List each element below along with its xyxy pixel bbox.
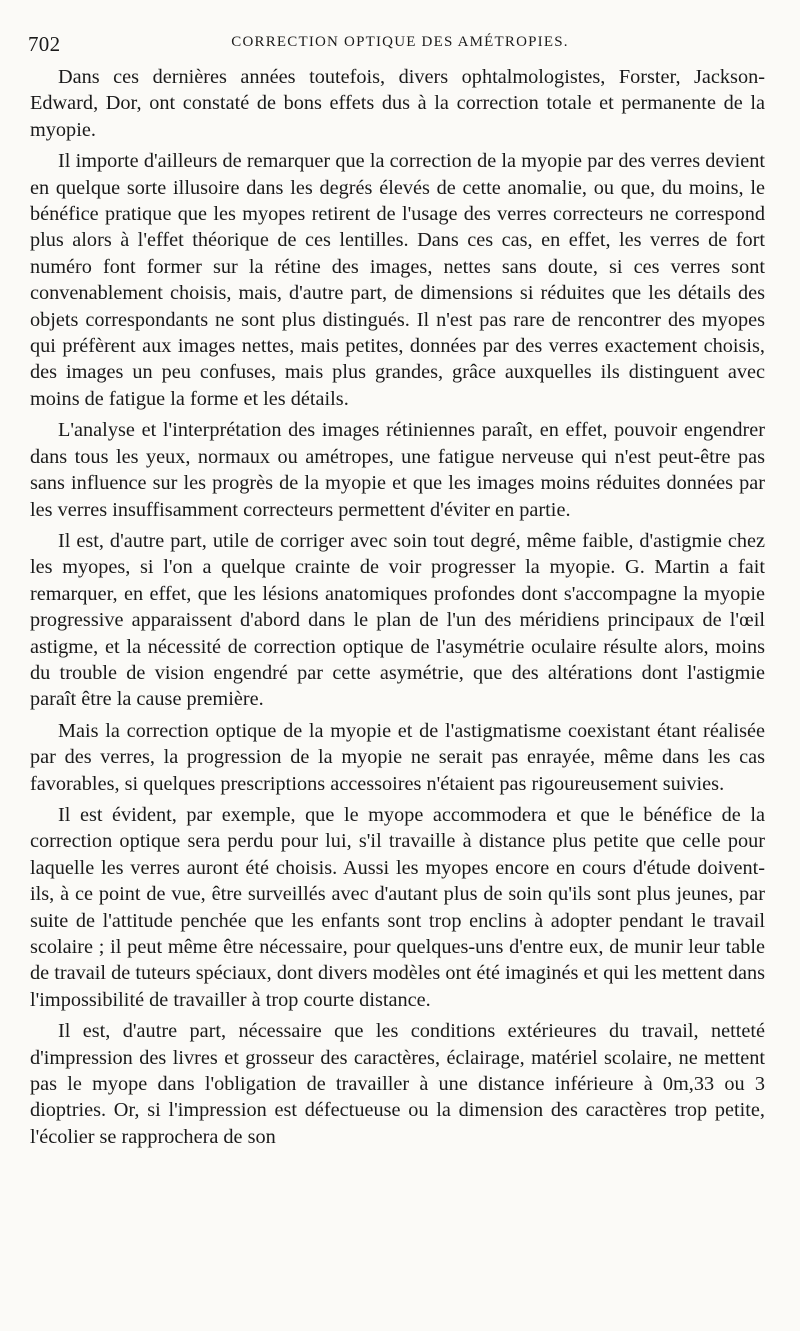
running-title: CORRECTION OPTIQUE DES AMÉTROPIES. — [231, 34, 569, 50]
page-number: 702 — [28, 32, 61, 56]
body-text — [30, 64, 765, 1155]
paragraph-7: Il est, d'autre part, nécessaire que les conditions extérieures du travail, netteté d'impression des livres et grosseur des caractères, éclairage, matériel scolaire, ne mettent pas le myope dans l'obligation de travailler à une distance inférieure à 0m,33 ou 3 dioptries. Or, si l'impression est défectueuse ou la dimension des caractères trop petite, l'écolier se rapprochera de son — [30, 1020, 765, 1148]
paragraph-2: Il importe d'ailleurs de remarquer que la correction de la myopie par des verres devient en quelque sorte illusoire dans les degrés élevés de cette anomalie, ou que, du moins, le bénéfice pratique que les myopes retirent de l'usage des verres correcteurs ne correspond plus alors à l'effet théorique de ces lentilles. Dans ces cas, en effet, les verres de fort numéro font former sur la rétine des images, nettes sans doute, si ces verres sont convenablement choisis, mais, d'autre part, de dimensions si réduites que les détails des objets correspondants ne sont plus distingués. Il n'est pas rare de rencontrer des myopes qui préfèrent aux images nettes, mais petites, données par des verres exactement choisis, des images un peu confuses, mais plus grandes, grâce auxquelles ils distinguent avec moins de fatigue la forme et les détails. — [30, 150, 765, 410]
paragraph-4: Il est, d'autre part, utile de corriger avec soin tout degré, même faible, d'astigmie chez les myopes, si l'on a quelque crainte de voir progresser la myopie. G. Martin a fait remarquer, en effet, que les lésions anatomiques profondes dont s'accompagne la myopie progressive apparaissent d'abord dans le plan de l'un des méridiens principaux de l'œil astigme, et la nécessité de correction optique de l'asymétrie oculaire résulte alors, moins du trouble de vision engendré par cette asymétrie, que des altérations dont l'astigmie paraît être la cause première. — [30, 529, 765, 711]
paragraph-3: L'analyse et l'interprétation des images rétiniennes paraît, en effet, pouvoir engendrer dans tous les yeux, normaux ou amétropes, une fatigue nerveuse qui n'est peut-être pas sans influence sur les progrès de la myopie et que les images moins réduites données par les verres insuffisamment correcteurs permettent d'éviter en partie. — [30, 419, 765, 521]
paragraph-5: Mais la correction optique de la myopie et de l'astigmatisme coexistant étant réalisée par des verres, la progression de la myopie ne serait pas enrayée, même dans les cas favorables, si quelques prescriptions accessoires n'étaient pas rigoureusement suivies. — [30, 719, 765, 795]
page-header — [28, 30, 772, 56]
paragraph-6: Il est évident, par exemple, que le myope accommodera et que le bénéfice de la correction optique sera perdu pour lui, s'il travaille à distance plus petite que celle pour laquelle les verres auront été choisis. Aussi les myopes encore en cours d'étude doivent-ils, à ce point de vue, être surveillés avec d'autant plus de soin qu'ils sont plus jeunes, par suite de l'attitude penchée que les enfants sont trop enclins à adopter pendant le travail scolaire ; il peut même être nécessaire, pour quelques-uns d'entre eux, de munir leur table de travail de tuteurs spéciaux, dont divers modèles ont été imaginés et qui les mettent dans l'impossibilité de travailler à trop courte distance. — [30, 803, 765, 1011]
paragraph-1: Dans ces dernières années toutefois, divers ophtalmologistes, Forster, Jackson-Edward, Dor, ont constaté de bons effets dus à la correction totale et permanente de la myopie. — [30, 66, 765, 141]
